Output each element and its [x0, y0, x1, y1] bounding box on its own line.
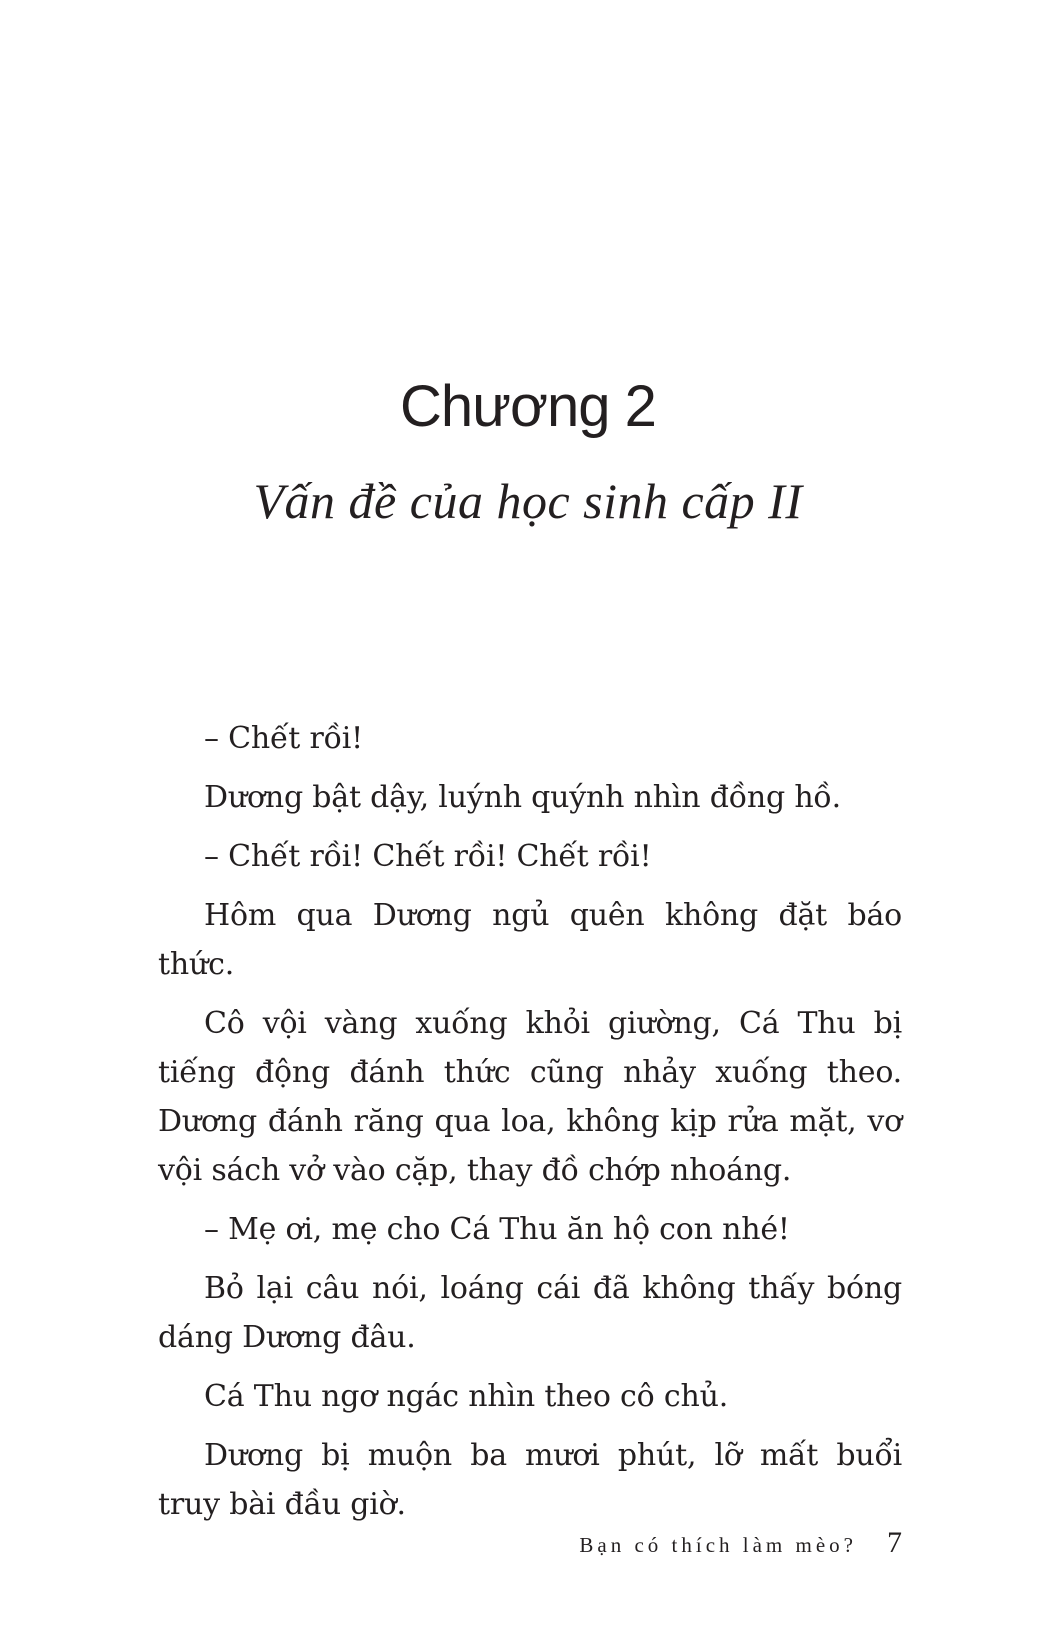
paragraph: Hôm qua Dương ngủ quên không đặt báo thức.: [158, 898, 902, 982]
paragraph: – Chết rồi!: [204, 721, 364, 756]
chapter-subtitle: Vấn đề của học sinh cấp II: [253, 473, 803, 529]
paragraph: – Mẹ ơi, mẹ cho Cá Thu ăn hộ con nhé!: [204, 1212, 790, 1247]
paragraph: Cá Thu ngơ ngác nhìn theo cô chủ.: [204, 1379, 729, 1414]
paragraph: Dương bị muộn ba mươi phút, lỡ mất buổi truy bài đầu giờ.: [158, 1438, 902, 1522]
paragraph: – Chết rồi! Chết rồi! Chết rồi!: [204, 839, 652, 874]
chapter-title: Chương 2: [400, 374, 656, 439]
paragraph: Dương bật dậy, luýnh quýnh nhìn đồng hồ.: [204, 780, 841, 815]
paragraph: Cô vội vàng xuống khỏi giường, Cá Thu bị tiếng động đánh thức cũng nhảy xuống theo. Dương đánh răng qua loa, không kịp rửa mặt, vơ vội sách vở vào cặp, thay đồ chớp nhoáng.: [158, 1006, 902, 1188]
body-text: [158, 714, 902, 1539]
page-number: 7: [887, 1526, 902, 1559]
running-book-title: Bạn có thích làm mèo?: [579, 1533, 857, 1557]
page-footer: [579, 1526, 902, 1560]
paragraph: Bỏ lại câu nói, loáng cái đã không thấy bóng dáng Dương đâu.: [158, 1271, 902, 1355]
